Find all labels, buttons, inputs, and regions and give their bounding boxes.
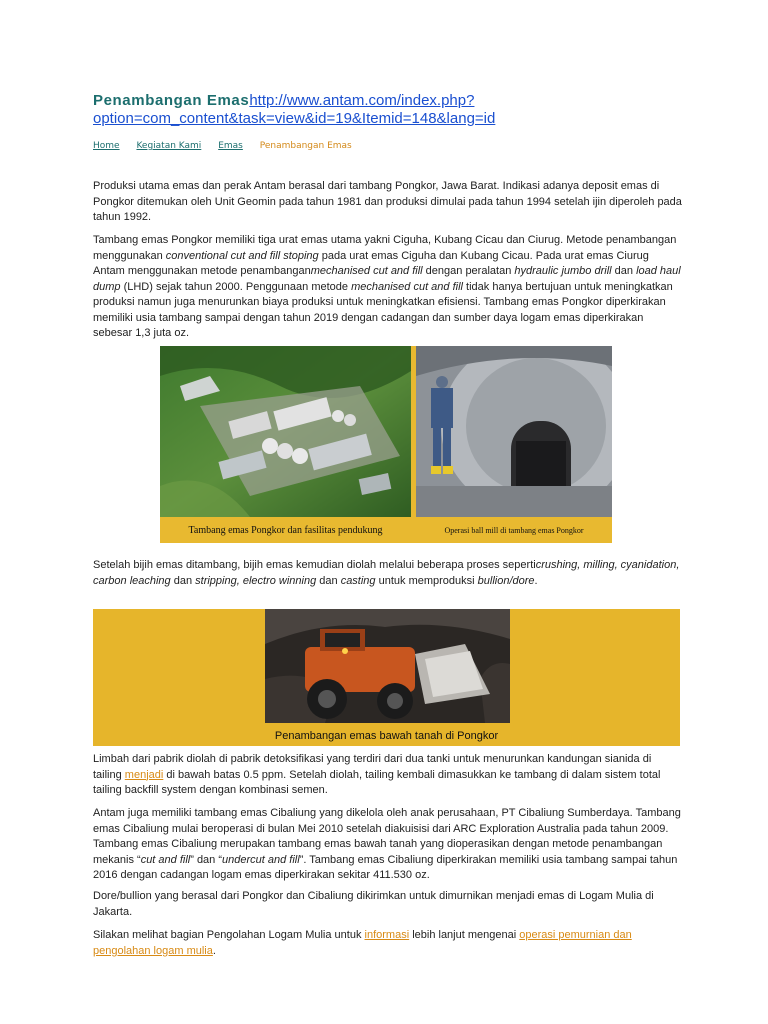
- text: dan: [611, 265, 637, 277]
- figure-pongkor-row: [160, 346, 612, 543]
- breadcrumb-kegiatan-kami[interactable]: Kegiatan Kami: [136, 141, 202, 151]
- source-url-link[interactable]: http://www.antam.com/index.php?option=com_content&task=view&id=19&Itemid=148&lang=id: [93, 92, 496, 127]
- text: hydraulic jumbo drill: [514, 265, 612, 277]
- figure-underground: [93, 609, 680, 746]
- text: mechanised cut and fill: [310, 265, 423, 277]
- text: .: [212, 944, 216, 957]
- breadcrumb-current: Penambangan Emas: [259, 141, 352, 151]
- breadcrumb-emas[interactable]: Emas: [218, 141, 243, 151]
- title-main: Penambangan Emas: [93, 92, 250, 109]
- text: untuk memproduksi: [375, 574, 478, 587]
- paragraph-waste: [93, 752, 683, 799]
- informasi-link[interactable]: informasi: [364, 929, 410, 941]
- refining-operations-link[interactable]: operasi pemurnian dan pengolahan logam mulia: [93, 929, 632, 957]
- underground-loader-image: [265, 609, 510, 723]
- breadcrumb-home[interactable]: Home: [93, 141, 120, 151]
- text: mechanised cut and fill: [351, 280, 463, 293]
- text: ” dan “: [190, 853, 223, 866]
- figure-caption-left: Tambang emas Pongkor dan fasilitas pendukung: [188, 524, 383, 536]
- text: .: [534, 574, 538, 587]
- text: dan: [170, 574, 196, 587]
- text: (LHD) sejak tahun 2000. Penggunaan metode: [120, 280, 352, 293]
- text: dan: [316, 574, 341, 587]
- underground-photo: [265, 609, 510, 723]
- ball-mill-photo: [416, 346, 612, 517]
- paragraph-cibaliung: [93, 806, 683, 884]
- page-title: [93, 92, 693, 128]
- text: crushing, milling, cyanidation, carbon leaching: [93, 559, 680, 587]
- figure-caption-bottom: Penambangan emas bawah tanah di Pongkor: [274, 730, 499, 742]
- text: Limbah dari pabrik diolah di pabrik detoksifikasi yang terdiri dari dua tanki untuk menurunkan kandungan sianida di tailing: [93, 753, 652, 781]
- text: load haul dump: [93, 265, 681, 293]
- text: conventional cut and fill stoping: [165, 249, 319, 262]
- aerial-mine-image: [160, 346, 411, 517]
- text: pada urat emas Ciguha dan Kubang Cicau. Pada urat emas Ciurug Antam menggunakan metode penambangan: [93, 249, 649, 277]
- text: bullion/dore: [477, 574, 535, 587]
- text: ”. Tambang emas Cibaliung diperkirakan memiliki usia tambang sampai tahun 2016 dengan cadangan logam emas diperkirakan sekitar 411.530 oz.: [93, 853, 678, 881]
- caption-bar-right: [416, 517, 612, 543]
- text: Setelah bijih emas ditambang, bijih emas kemudian diolah melalui beberapa proses seperti: [93, 559, 536, 571]
- text: Tambang emas Pongkor memiliki tiga urat emas utama yakni Ciguha, Kubang Cicau dan Ciurug. Metode penambangan menggunakan: [93, 234, 677, 262]
- ball-mill-image: [416, 346, 612, 517]
- paragraph-pongkor-method: [93, 233, 683, 342]
- text: casting: [340, 574, 376, 587]
- caption-bar-left: [160, 517, 411, 543]
- text: Silakan melihat bagian Pengolahan Logam Mulia untuk: [93, 929, 365, 941]
- text: di bawah batas 0.5 ppm. Setelah diolah, tailing kembali dimasukkan ke tambang di dalam sistem total tailing backfill system dengan kombinasi semen.: [93, 768, 661, 796]
- breadcrumb: [93, 141, 352, 151]
- figure-caption-right: Operasi ball mill di tambang emas Pongkor: [444, 525, 584, 535]
- text: undercut and fill: [222, 853, 300, 866]
- paragraph-more-info: [93, 928, 683, 959]
- text: dengan peralatan: [422, 265, 515, 277]
- figure-divider: [411, 346, 416, 543]
- paragraph-processing: [93, 558, 683, 589]
- text: cut and fill: [140, 853, 191, 866]
- text: tidak hanya bertujuan untuk meningkatkan produksi namun juga menurunkan biaya produksi untuk meningkatkan efisiensi. Tambang emas Pongkor diperkirakan memiliki usia tambang sampai dengan tahun 2019 dengan cadangan dan sumber daya logam emas diperkirakan sebesar 1,3 juta oz.: [93, 280, 673, 339]
- menjadi-link[interactable]: menjadi: [124, 768, 164, 781]
- aerial-mine-photo: [160, 346, 411, 517]
- text: Antam juga memiliki tambang emas Cibaliung yang dikelola oleh anak perusahaan, PT Cibaliung Sumberdaya. Tambang emas Cibaliung mulai beroperasi di bulan Mei 2010 setelah diakuisisi dari ARC Exploration Australia pada tahun 2009. Tambang emas Cibaliung merupakan tambang emas bawah tanah yang dioperasikan dengan metode penambangan mekanis “: [93, 807, 681, 866]
- text: lebih lanjut mengenai: [409, 929, 520, 941]
- paragraph-intro: Produksi utama emas dan perak Antam berasal dari tambang Pongkor, Jawa Barat. Indikasi adanya deposit emas di Pongkor ditemukan oleh Unit Geomin pada tahun 1981 dan produksi dimulai pada tahun 1994 setelah ijin diperoleh pada tahun 1992.: [93, 180, 682, 223]
- paragraph-dore: Dore/bullion yang berasal dari Pongkor dan Cibaliung dikirimkan untuk dimurnikan menjadi emas di Logam Mulia di Jakarta.: [93, 890, 654, 918]
- text: stripping, electro winning: [195, 574, 317, 587]
